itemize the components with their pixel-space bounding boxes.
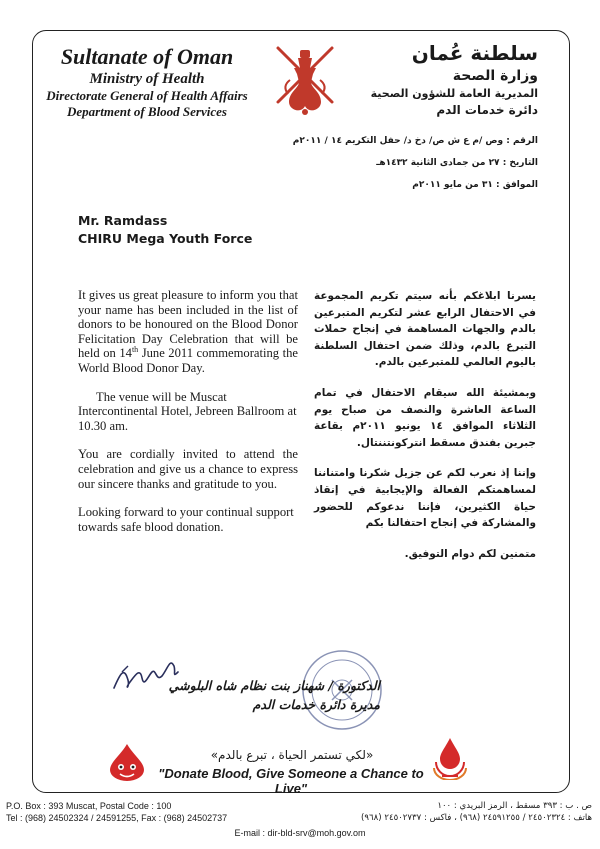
footer-address: P.O. Box : 393 Muscat, Postal Code : 100 bbox=[6, 801, 172, 811]
department-name-ar: دائرة خدمات الدم bbox=[436, 103, 538, 117]
reference-date-gregorian: الموافق : ٣١ من مايو ٢٠١١م bbox=[412, 180, 538, 190]
paragraph-cordial-ar: وإننا إذ نعرب لكم عن جزيل شكرنا وامتناننا لمساهمتكم الفعالة والإيجابية في إنقاذ حياة الكثيرين، فإننا ندعوكم للحضور والمشاركة في إنجاح احتفالنا بكم bbox=[314, 467, 536, 530]
blood-services-logo-icon bbox=[432, 736, 468, 780]
signer-block bbox=[140, 676, 380, 714]
directorate-name-ar: المديرية العامة للشؤون الصحية bbox=[370, 87, 538, 100]
slogan-arabic: «لكي تستمر الحياة ، تبرع بالدم» bbox=[210, 748, 374, 762]
paragraph-venue: The venue will be Muscat Intercontinental Hotel, Jebreen Ballroom at 10.30 am. bbox=[78, 389, 297, 433]
country-name: Sultanate of Oman bbox=[60, 44, 234, 69]
paragraph-venue-ar: وبمشيئة الله سيقام الاحتفال في تمام الساعة العاشرة والنصف من صباح يوم الثلاثاء الموافق ١٤ يونيو ٢٠١١م بقاعة جبرين بفندق مسقط انتركونتننتال. bbox=[314, 386, 536, 449]
footer-email: E-mail : dir-bld-srv@moh.gov.om bbox=[234, 828, 366, 838]
paragraph-invitation-ar: يسرنا ابلاغكم بأنه سيتم تكريم المجموعة في الاحتفال الرابع عشر لتكريم المتبرعين بالدم والجهات المساهمة في إنجاح حملات التبرع بالدم، وذلك ضمن احتفال السلطنة باليوم العالمي للمتبرعين بالدم. bbox=[314, 290, 536, 369]
signer-name: الدكتورة / شهناز بنت نظام شاه البلوشي bbox=[168, 678, 380, 693]
country-name-ar: سلطنة عُمان bbox=[411, 41, 538, 65]
directorate-name: Directorate General of Health Affairs bbox=[46, 88, 248, 103]
footer-address-ar: ص . ب : ٣٩٣ مسقط ، الرمز البريدي : ١٠٠ bbox=[437, 801, 592, 811]
paragraph-closing: Looking forward to your continual support towards safe blood donation. bbox=[78, 505, 294, 534]
ministry-name: Ministry of Health bbox=[89, 71, 205, 87]
header-arabic bbox=[308, 40, 538, 118]
reference-date-hijri: التاريخ : ٢٧ من جمادى الثانية ١٤٣٢هـ bbox=[376, 158, 538, 168]
department-name: Department of Blood Services bbox=[67, 104, 227, 119]
ordinal-suffix: th bbox=[131, 345, 139, 355]
addressee-block bbox=[78, 212, 252, 248]
reference-block bbox=[278, 130, 538, 196]
footer-arabic bbox=[302, 800, 592, 824]
blood-drop-mascot-icon bbox=[104, 742, 150, 782]
reference-number: الرقم : وص /م ع ش ص/ دخ د/ حفل التكريم ١٤ / ٢٠١١م bbox=[292, 136, 538, 146]
addressee-name: Mr. Ramdass bbox=[78, 213, 168, 228]
addressee-organization: CHIRU Mega Youth Force bbox=[78, 231, 253, 246]
header-english bbox=[38, 44, 256, 120]
footer-english bbox=[6, 800, 306, 824]
paragraph-invitation-text-end: June 2011 commemorating the World Blood Donor Day. bbox=[78, 346, 299, 375]
footer-phone-fax: Tel : (968) 24502324 / 24591255, Fax : (968) 24502737 bbox=[6, 813, 228, 823]
paragraph-closing-ar: متمنين لكم دوام التوفيق. bbox=[404, 547, 536, 560]
paragraph-invitation bbox=[78, 288, 298, 376]
signer-title: مديرة دائرة خدمات الدم bbox=[252, 697, 380, 712]
paragraph-cordial: You are cordially invited to attend the celebration and give us a chance to express our sincere thanks and gratitude to you. bbox=[78, 447, 298, 491]
slogan-english: "Donate Blood, Give Someone a Chance to Live" bbox=[158, 766, 424, 796]
paragraph-invitation-text: It gives us great pleasure to inform you that your name has been included in the list of donors to be honoured on the Blood Donor Felicitation Day Celebration that will be held on 14 bbox=[78, 288, 298, 361]
ministry-name-ar: وزارة الصحة bbox=[452, 68, 538, 84]
letter-body-english bbox=[78, 288, 298, 548]
footer-phone-fax-ar: هاتف : ٢٤٥٠٢٣٢٤ / ٢٤٥٩١٢٥٥ (٩٦٨) ، فاكس : ٢٤٥٠٢٧٣٧ (٩٦٨) bbox=[361, 813, 592, 823]
letter-body-arabic bbox=[314, 288, 536, 576]
